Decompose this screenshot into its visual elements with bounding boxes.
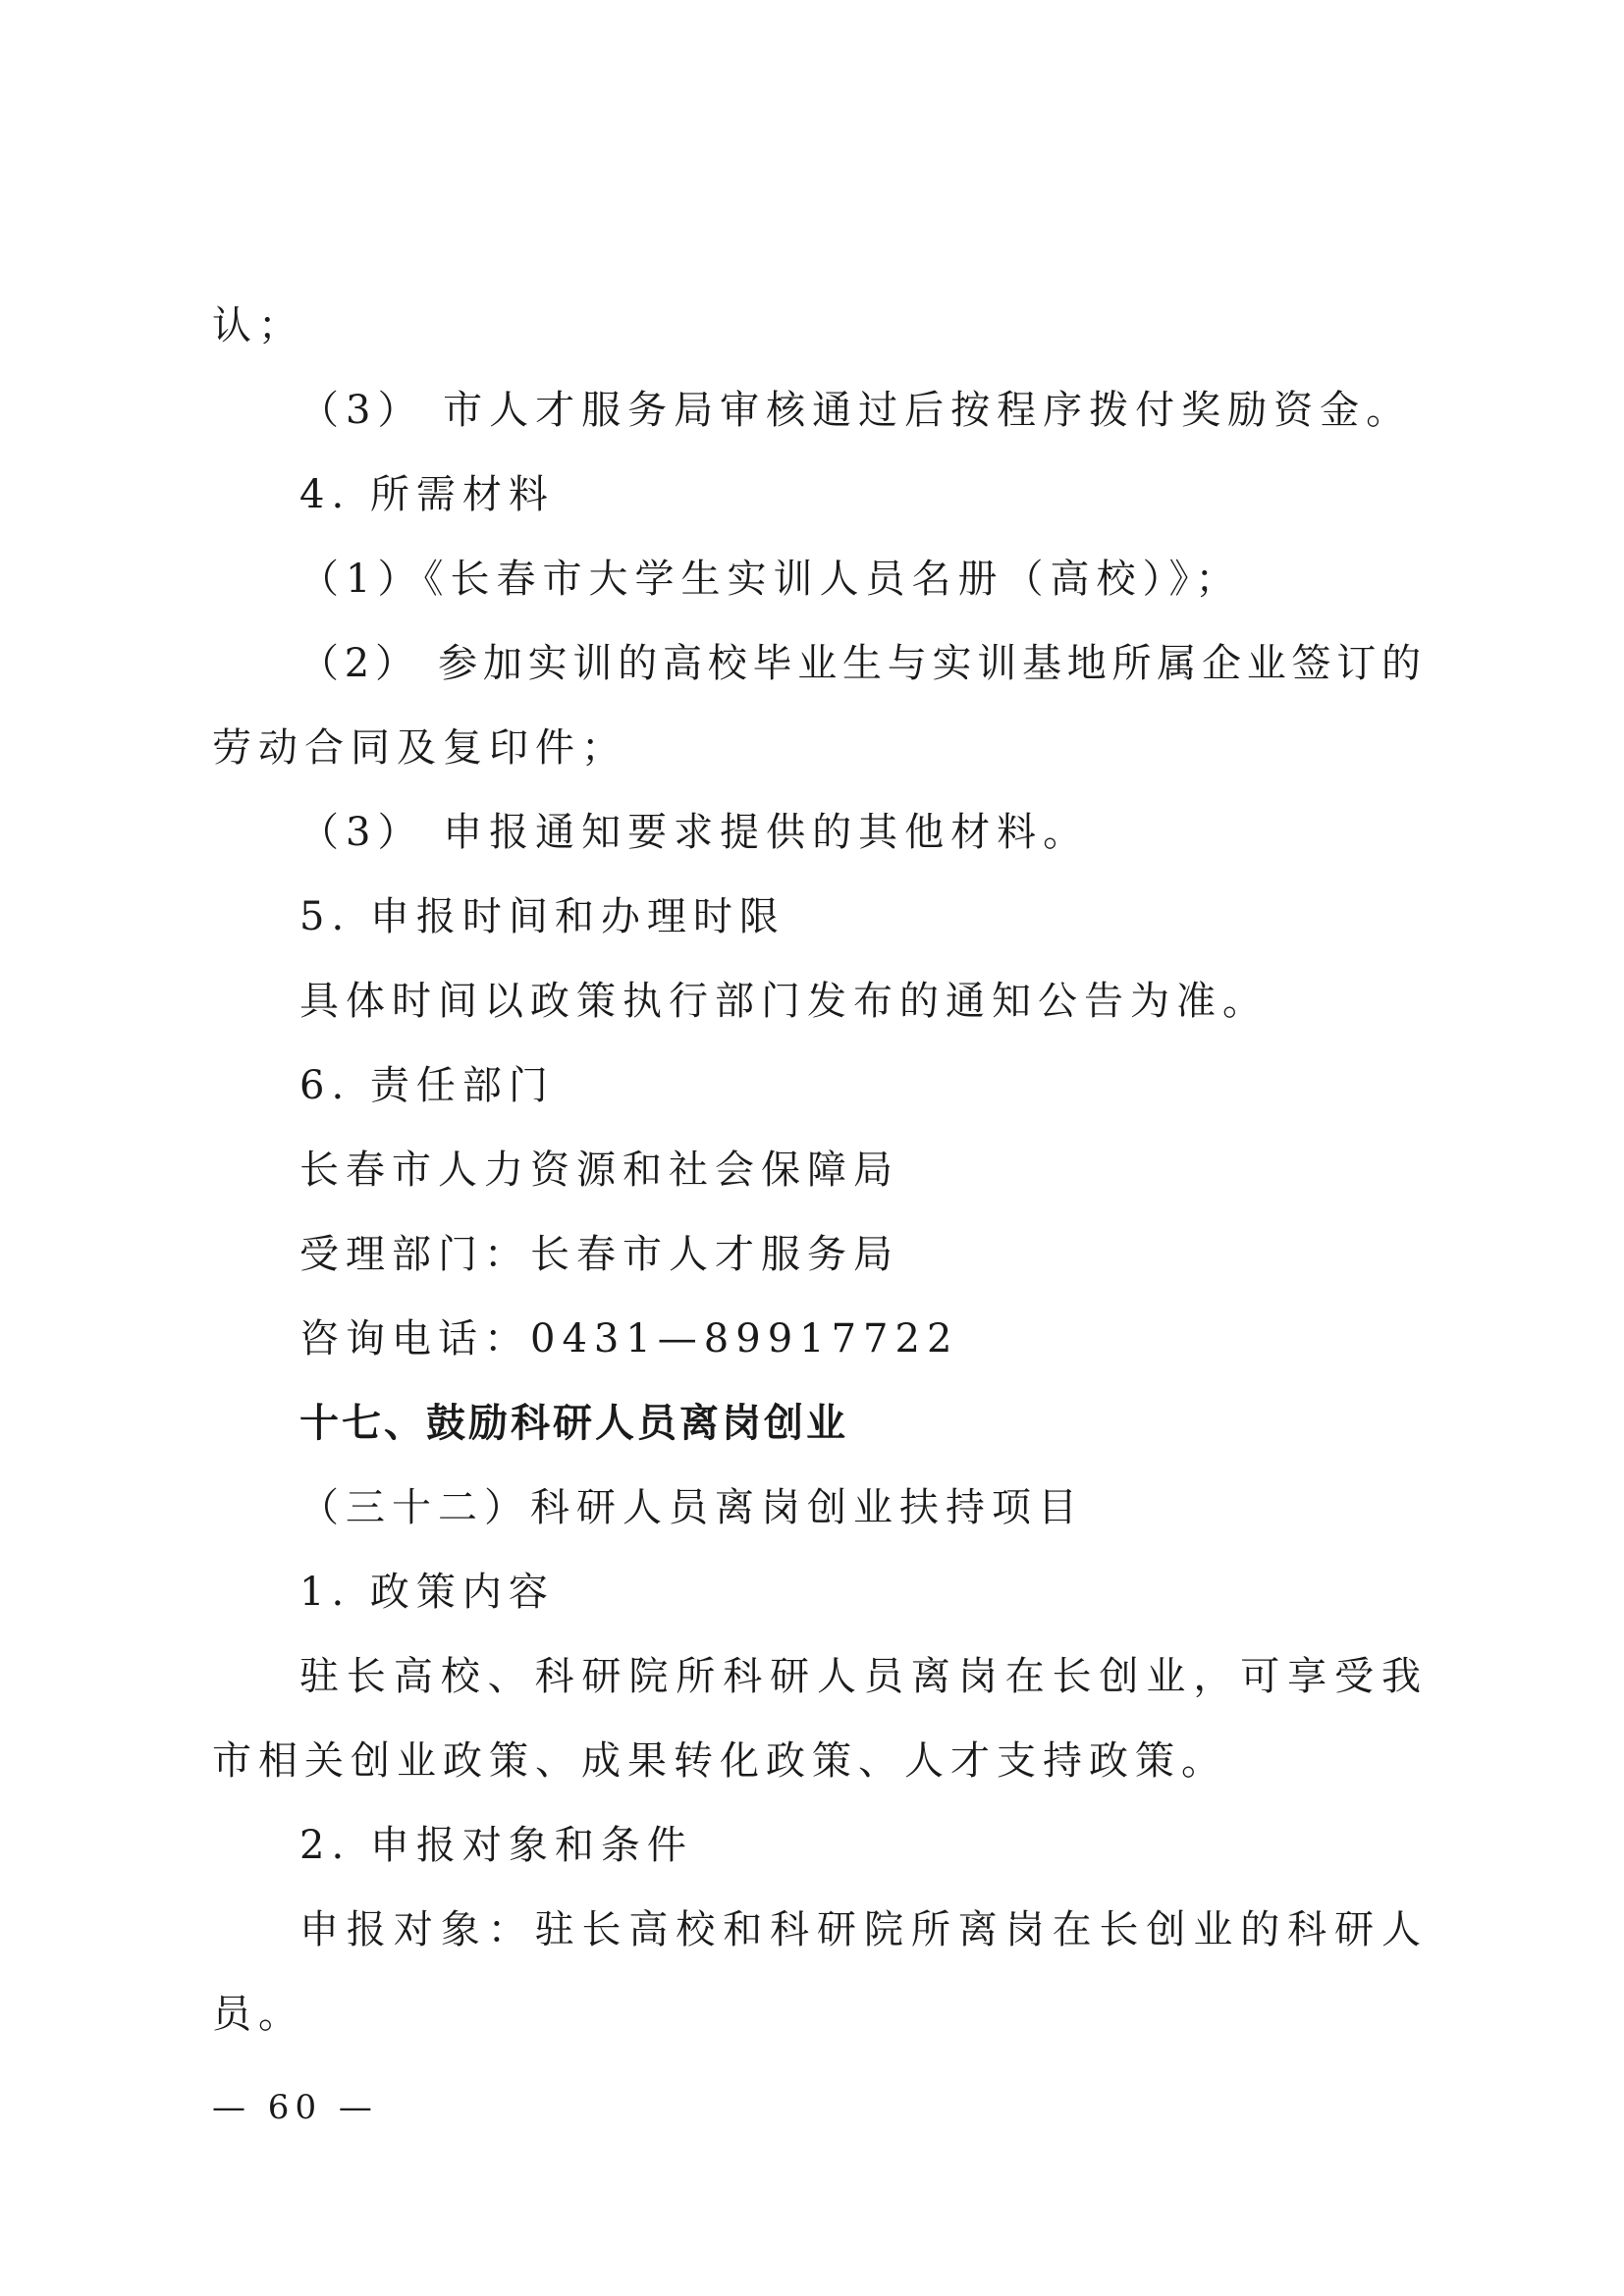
list-item-material-1: （1）《长春市大学生实训人员名册（高校）》； (299, 557, 1242, 602)
page-number: — 60 — (212, 2088, 378, 2127)
paragraph-eligibility: 申报对象：驻长高校和科研院所离岗在长创业的科研人 (299, 1907, 1421, 1952)
item-heading: （三十二）科研人员离岗创业扶持项目 (299, 1485, 1084, 1530)
text-line-continuation: 认； (212, 303, 304, 348)
list-item-material-2-continued: 劳动合同及复印件； (212, 725, 627, 771)
paragraph-policy: 驻长高校、科研院所科研人员离岗在长创业，可享受我 (299, 1654, 1421, 1699)
section-heading-department: 6. 责任部门 (299, 1063, 555, 1108)
consultation-phone: 咨询电话：0431—89917722 (299, 1316, 959, 1362)
accepting-department: 受理部门：长春市人才服务局 (299, 1232, 899, 1277)
chapter-heading: 十七、鼓励科研人员离岗创业 (299, 1401, 848, 1446)
section-heading-timing: 5. 申报时间和办理时限 (299, 894, 785, 939)
section-heading-materials: 4. 所需材料 (299, 472, 555, 517)
paragraph-timing: 具体时间以政策执行部门发布的通知公告为准。 (299, 979, 1269, 1024)
section-heading-eligibility: 2. 申报对象和条件 (299, 1823, 693, 1868)
paragraph-eligibility-continued: 员。 (212, 1992, 304, 2037)
list-item-step-3: （3） 市人才服务局审核通过后按程序拨付奖励资金。 (299, 388, 1413, 433)
list-item-material-2: （2） 参加实训的高校毕业生与实训基地所属企业签订的 (299, 641, 1421, 686)
section-heading-policy: 1. 政策内容 (299, 1570, 555, 1615)
list-item-material-3: （3） 申报通知要求提供的其他材料。 (299, 810, 1090, 855)
paragraph-policy-continued: 市相关创业政策、成果转化政策、人才支持政策。 (212, 1738, 1227, 1784)
responsible-department: 长春市人力资源和社会保障局 (299, 1148, 899, 1193)
